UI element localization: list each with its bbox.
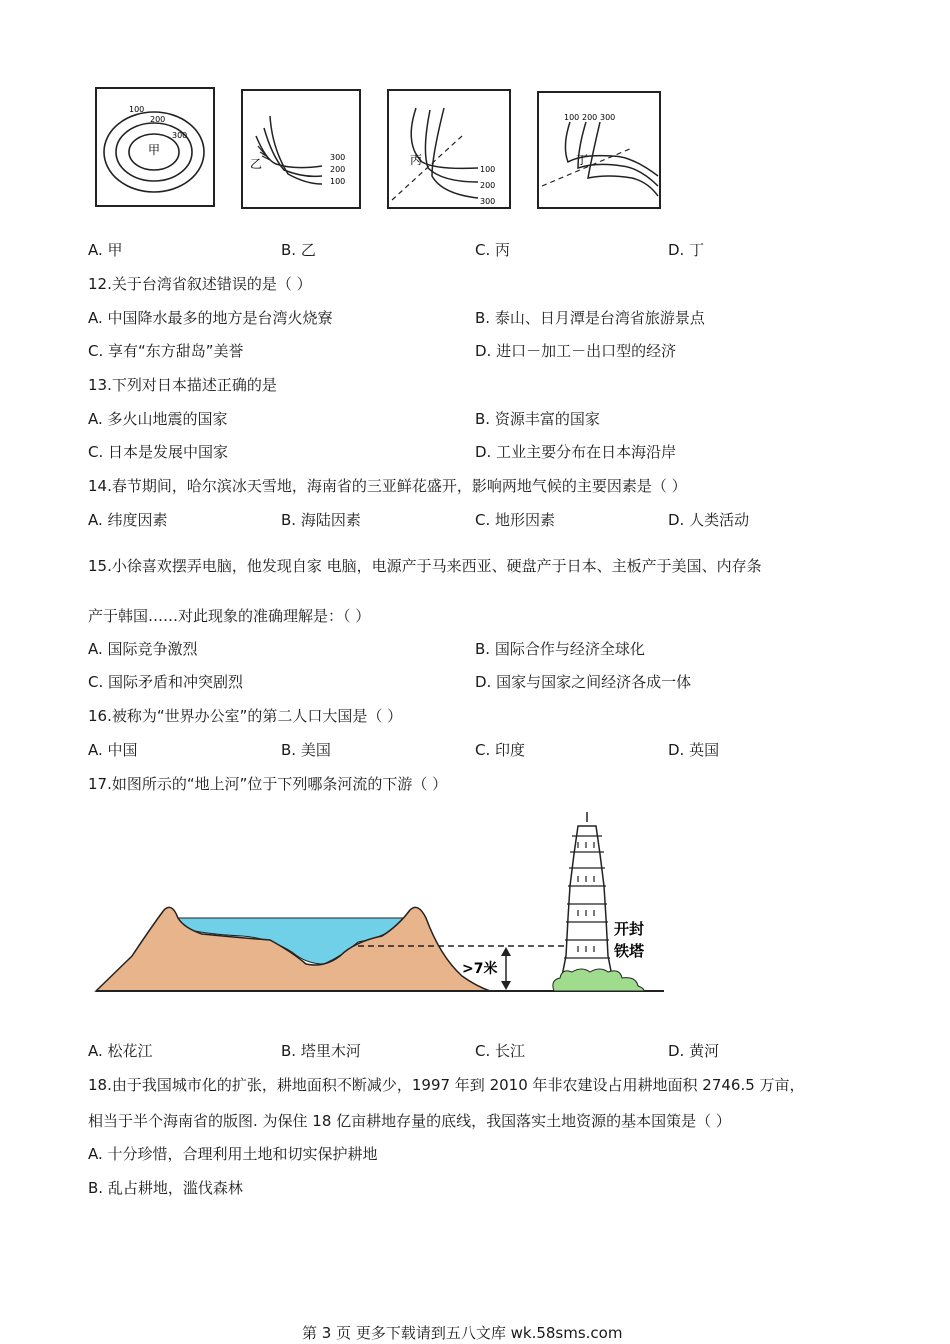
q15-option-d: D. 国家与国家之间经济各成一体 — [475, 673, 692, 691]
contour-map-yi — [242, 90, 360, 208]
question-16 — [88, 705, 402, 726]
q18-option-b: B. 乱占耕地，滥伐森林 — [88, 1179, 243, 1197]
q11-option-b: B. 乙 — [281, 241, 316, 259]
question-stem-line-2: 相当于半个海南省的版图. 为保住 18 亿亩耕地存量的底线，我国落实土地资源的基本国策是（ ） — [88, 1112, 731, 1130]
q13-option-a: A. 多火山地震的国家 — [88, 410, 228, 428]
q12-option-b: B. 泰山、日月潭是台湾省旅游景点 — [475, 309, 705, 327]
q13-option-b: B. 资源丰富的国家 — [475, 410, 600, 428]
q11-option-d: D. 丁 — [668, 241, 705, 259]
map-label: 乙 — [250, 157, 263, 171]
contour-label: 200 — [150, 115, 166, 124]
question-15 — [88, 555, 762, 576]
q17-option-a: A. 松花江 — [88, 1042, 153, 1060]
contour-label: 100 — [330, 177, 346, 186]
contour-label: 300 — [480, 197, 496, 206]
q11-option-a: A. 甲 — [88, 241, 123, 259]
question-stem: 如图所示的“地上河”位于下列哪条河流的下游（ ） — [111, 775, 448, 793]
question-stem-line-2: 产于韩国……对此现象的准确理解是：（ ） — [88, 607, 371, 625]
contour-label: 100 — [564, 113, 580, 122]
q18-option-a: A. 十分珍惜，合理利用土地和切实保护耕地 — [88, 1145, 378, 1163]
contour-label: 300 — [330, 153, 346, 162]
map-label: 丙 — [410, 153, 423, 167]
q14-option-a: A. 纬度因素 — [88, 511, 168, 529]
map-label: 甲 — [148, 143, 161, 157]
question-13 — [88, 374, 277, 395]
contour-label: 200 — [330, 165, 346, 174]
tower-label: 铁塔 — [614, 942, 645, 960]
q16-option-b: B. 美国 — [281, 741, 331, 759]
question-14 — [88, 475, 687, 496]
contour-maps-figure — [92, 86, 666, 212]
q17-option-c: C. 长江 — [475, 1042, 526, 1060]
question-stem-line-1: 小徐喜欢摆弄电脑，他发现自家 电脑，电源产于马来西亚、硬盘产于日本、主板产于美国、内存条 — [111, 557, 762, 575]
question-stem: 下列对日本描述正确的是 — [111, 376, 277, 394]
question-number: 17. — [88, 775, 112, 793]
question-stem: 春节期间，哈尔滨冰天雪地，海南省的三亚鲜花盛开，影响两地气候的主要因素是（ ） — [111, 477, 687, 495]
q14-option-c: C. 地形因素 — [475, 511, 556, 529]
contour-label: 100 — [480, 165, 496, 174]
contour-label: 300 — [600, 113, 616, 122]
contour-label: 100 — [129, 105, 145, 114]
q14-option-b: B. 海陆因素 — [281, 511, 361, 529]
question-number: 16. — [88, 707, 112, 725]
map-label: 丁 — [576, 153, 589, 167]
contour-map-bing — [388, 90, 510, 208]
page-footer: 第 3 页 更多下载请到五八文库 wk.58sms.com — [302, 1324, 623, 1342]
q16-option-a: A. 中国 — [88, 741, 138, 759]
q15-option-a: A. 国际竞争激烈 — [88, 640, 198, 658]
question-stem: 关于台湾省叙述错误的是（ ） — [111, 275, 312, 293]
contour-label: 200 — [480, 181, 496, 190]
tower-label: 开封 — [614, 920, 645, 938]
q16-option-d: D. 英国 — [668, 741, 720, 759]
contour-label: 200 — [582, 113, 598, 122]
question-17 — [88, 773, 447, 794]
question-number: 18. — [88, 1076, 112, 1094]
q17-option-b: B. 塔里木河 — [281, 1042, 361, 1060]
q17-option-d: D. 黄河 — [668, 1042, 720, 1060]
contour-label: 300 — [172, 131, 188, 140]
question-number: 15. — [88, 557, 112, 575]
q13-option-c: C. 日本是发展中国家 — [88, 443, 229, 461]
question-number: 14. — [88, 477, 112, 495]
contour-map-jia — [96, 88, 214, 206]
q11-option-c: C. 丙 — [475, 241, 511, 259]
kaifeng-iron-tower — [562, 812, 612, 976]
q12-option-d: D. 进口－加工－出口型的经济 — [475, 342, 677, 360]
q15-option-b: B. 国际合作与经济全球化 — [475, 640, 645, 658]
q13-option-d: D. 工业主要分布在日本海沿岸 — [475, 443, 677, 461]
contour-map-ding — [538, 92, 660, 208]
question-18 — [88, 1074, 805, 1095]
q12-option-c: C. 享有“东方甜岛”美誉 — [88, 342, 244, 360]
q12-option-a: A. 中国降水最多的地方是台湾火烧寮 — [88, 309, 333, 327]
q15-option-c: C. 国际矛盾和冲突剧烈 — [88, 673, 244, 691]
question-stem: 被称为“世界办公室”的第二人口大国是（ ） — [111, 707, 403, 725]
q16-option-c: C. 印度 — [475, 741, 526, 759]
question-number: 12. — [88, 275, 112, 293]
height-label: >7米 — [462, 961, 498, 977]
suspended-river-figure — [92, 806, 672, 998]
question-stem-line-1: 由于我国城市化的扩张，耕地面积不断减少，1997 年到 2010 年非农建设占用耕地面积 2746.5 万亩， — [111, 1076, 805, 1094]
question-12 — [88, 273, 312, 294]
q14-option-d: D. 人类活动 — [668, 511, 750, 529]
question-number: 13. — [88, 376, 112, 394]
